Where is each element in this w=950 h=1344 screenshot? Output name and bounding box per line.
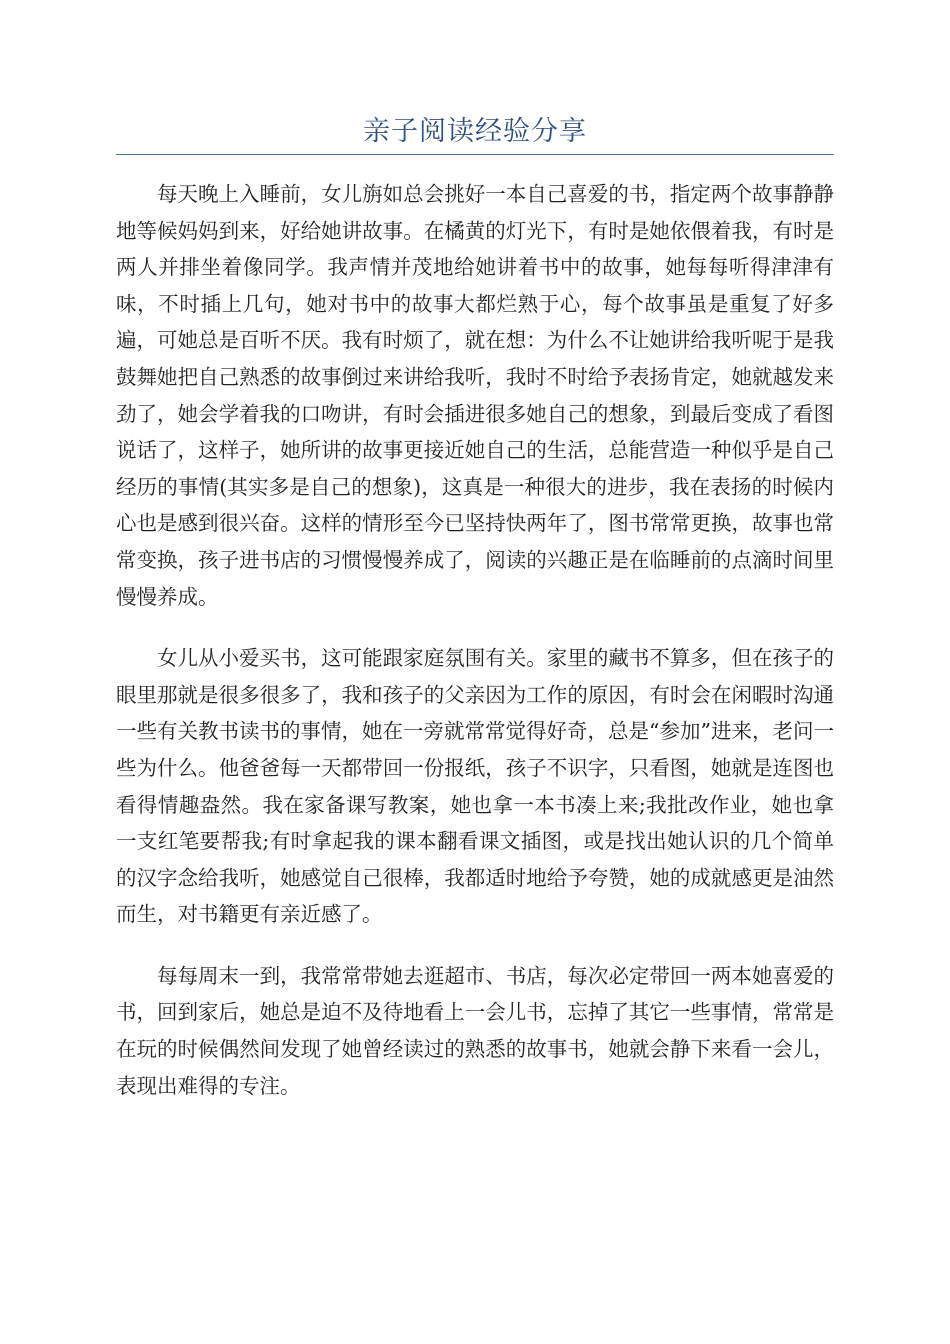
paragraph-2: 女儿从小爱买书，这可能跟家庭氛围有关。家里的藏书不算多，但在孩子的眼里那就是很多很多了，我和孩子的父亲因为工作的原因，有时会在闲暇时沟通一些有关教书读书的事情，她在一旁就常常觉得好奇，总是“参加”进来，老问一些为什么。他爸爸每一天都带回一份报纸，孩子不识字，只看图，她就是连图也看得情趣盎然。我在家备课写教案，她也拿一本书凑上来;我批改作业，她也拿一支红笔要帮我;有时拿起我的课本翻看课文插图，或是找出她认识的几个简单的汉字念给我听，她感觉自己很棒，我都适时地给予夸赞，她的成就感更是油然而生，对书籍更有亲近感了。 bbox=[116, 646, 834, 927]
title-underline bbox=[116, 154, 834, 155]
document-title: 亲子阅读经验分享 bbox=[363, 116, 587, 147]
paragraph-3: 每每周末一到，我常常带她去逛超市、书店，每次必定带回一两本她喜爱的书，回到家后，她总是迫不及待地看上一会儿书，忘掉了其它一些事情，常常是在玩的时候偶然间发现了她曾经读过的熟悉的故事书，她就会静下来看一会儿，表现出难得的专注。 bbox=[116, 963, 834, 1098]
paragraph-1: 每天晚上入睡前，女儿旃如总会挑好一本自己喜爱的书，指定两个故事静静地等候妈妈到来，好给她讲故事。在橘黄的灯光下，有时是她依偎着我，有时是两人并排坐着像同学。我声情并茂地给她讲着书中的故事，她每每听得津津有味，不时插上几句，她对书中的故事大都烂熟于心，每个故事虽是重复了好多遍，可她总是百听不厌。我有时烦了，就在想：为什么不让她讲给我听呢于是我鼓舞她把自己熟悉的故事倒过来讲给我听，我时不时给予表扬肯定，她就越发来劲了，她会学着我的口吻讲，有时会插进很多她自己的想象，到最后变成了看图说话了，这样子，她所讲的故事更接近她自己的生活，总能营造一种似乎是自己经历的事情(其实多是自己的想象)，这真是一种很大的进步，我在表扬的时候内心也是感到很兴奋。这样的情形至今已坚持快两年了，图书常常更换，故事也常常变换，孩子进书店的习惯慢慢养成了，阅读的兴趣正是在临睡前的点滴时间里慢慢养成。 bbox=[116, 182, 834, 609]
document-body bbox=[116, 176, 834, 1129]
